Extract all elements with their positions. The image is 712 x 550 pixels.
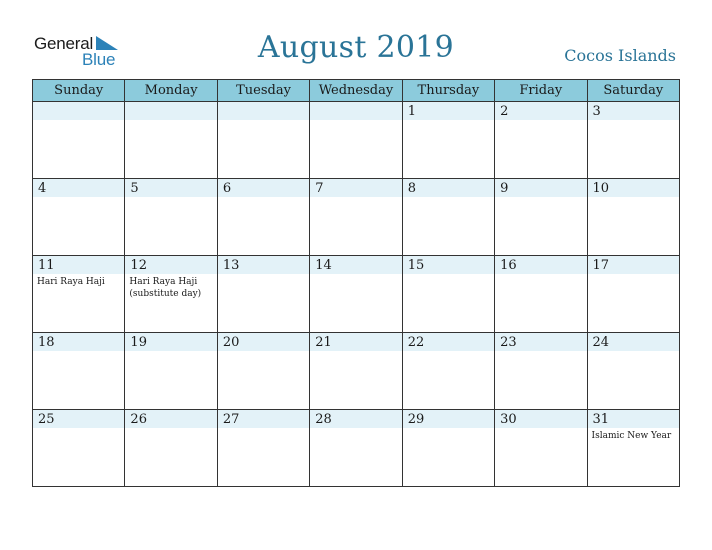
day-number: 23	[500, 335, 517, 350]
weekday-header: Tuesday	[217, 80, 309, 102]
day-number: 7	[315, 181, 324, 196]
day-number: 3	[592, 104, 601, 119]
day-cell	[587, 256, 679, 333]
day-cell	[495, 179, 587, 256]
calendar-grid	[32, 79, 680, 487]
weekday-header: Wednesday	[310, 80, 402, 102]
day-cell	[402, 179, 494, 256]
day-cell	[310, 333, 402, 410]
day-number: 6	[222, 181, 232, 196]
day-number: 28	[315, 412, 332, 427]
week-row	[33, 256, 680, 333]
day-cell	[402, 333, 494, 410]
day-cell	[495, 256, 587, 333]
day-cell	[587, 179, 679, 256]
day-number: 5	[130, 181, 139, 196]
day-number: 18	[38, 335, 55, 350]
day-number: 29	[407, 412, 425, 427]
day-cell	[125, 179, 217, 256]
day-number: 12	[130, 258, 147, 273]
day-cell	[310, 179, 402, 256]
country-name: Cocos Islands	[564, 46, 676, 65]
day-cell	[402, 102, 494, 179]
week-row	[33, 179, 680, 256]
day-number	[33, 102, 124, 120]
day-number	[125, 102, 216, 120]
day-number: 31	[592, 412, 610, 427]
day-cell	[402, 410, 494, 487]
day-cell	[587, 410, 679, 487]
weekday-header: Saturday	[587, 80, 679, 102]
day-cell	[217, 102, 309, 179]
day-cell	[402, 256, 494, 333]
day-cell	[33, 256, 125, 333]
day-number: 25	[38, 412, 55, 427]
day-cell	[33, 333, 125, 410]
day-cell	[217, 256, 309, 333]
holiday-label: Hari Raya Haji	[37, 277, 105, 287]
day-cell	[495, 410, 587, 487]
day-cell	[33, 179, 125, 256]
day-number: 14	[315, 258, 332, 273]
day-cell	[310, 102, 402, 179]
holiday-label: Islamic New Year	[591, 431, 672, 441]
day-number: 11	[38, 258, 55, 273]
day-number: 21	[315, 335, 332, 350]
day-number: 8	[407, 181, 416, 196]
day-number: 13	[222, 258, 240, 273]
weekday-header: Monday	[125, 80, 217, 102]
day-number: 17	[592, 258, 610, 273]
day-number: 27	[222, 412, 240, 427]
week-row	[33, 333, 680, 410]
day-number	[310, 102, 401, 120]
day-number: 4	[38, 181, 47, 196]
day-number: 2	[500, 104, 509, 119]
week-row	[33, 410, 680, 487]
day-cell	[33, 102, 125, 179]
holiday-label: Hari Raya Haji (substitute day)	[129, 277, 202, 299]
day-cell	[125, 410, 217, 487]
day-cell	[587, 333, 679, 410]
day-number: 26	[130, 412, 147, 427]
day-number	[218, 102, 309, 120]
logo-text-general: General	[34, 34, 94, 53]
calendar-title: August 2019	[257, 30, 455, 65]
day-number: 30	[500, 412, 517, 427]
day-number: 9	[500, 181, 509, 196]
day-cell	[125, 256, 217, 333]
day-cell	[217, 410, 309, 487]
day-cell	[495, 102, 587, 179]
week-row	[33, 102, 680, 179]
day-cell	[217, 333, 309, 410]
day-cell	[217, 179, 309, 256]
day-number: 1	[407, 104, 416, 119]
day-cell	[125, 333, 217, 410]
day-number: 24	[592, 335, 610, 350]
day-number: 19	[130, 335, 147, 350]
weekday-header: Sunday	[33, 80, 125, 102]
day-number: 16	[500, 258, 517, 273]
day-cell	[495, 333, 587, 410]
day-cell	[33, 410, 125, 487]
day-number: 20	[222, 335, 240, 350]
day-number: 10	[592, 181, 610, 196]
day-cell	[125, 102, 217, 179]
day-number: 22	[407, 335, 425, 350]
weekday-header: Friday	[495, 80, 587, 102]
day-cell	[310, 256, 402, 333]
day-cell	[587, 102, 679, 179]
logo-text-blue: Blue	[82, 50, 116, 69]
weekday-header: Thursday	[402, 80, 494, 102]
weekday-header-row	[33, 80, 680, 102]
day-cell	[310, 410, 402, 487]
day-number: 15	[407, 258, 425, 273]
